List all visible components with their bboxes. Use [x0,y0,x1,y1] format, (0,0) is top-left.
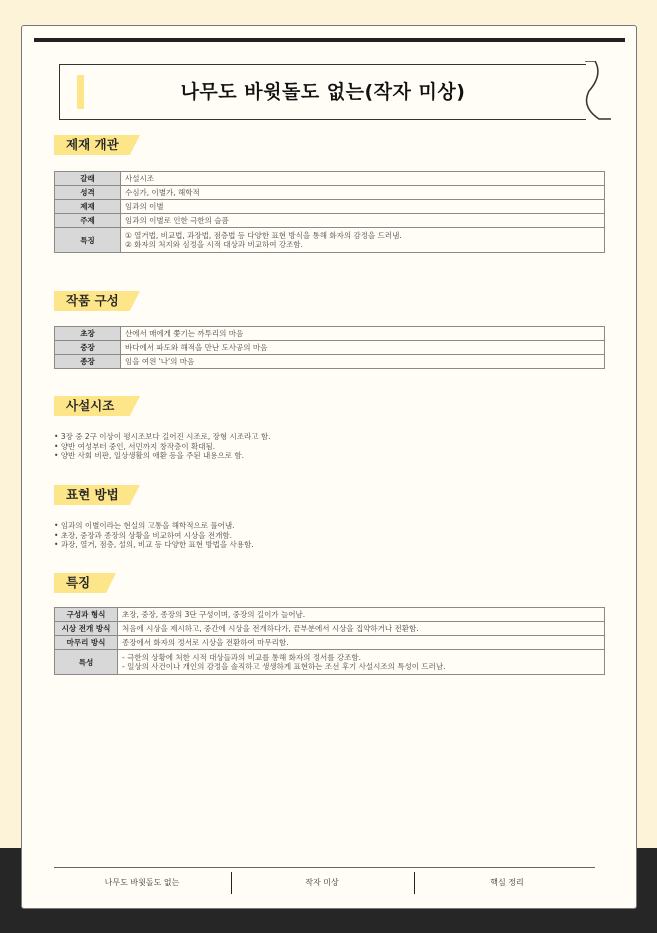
table-row: 시상 전개 방식 처음에 시상을 제시하고, 중간에 시상을 전개하다가, 끝부분에서 시상을 집약하거나 전환함. [55,622,605,636]
features-table [54,607,605,675]
document-page [21,25,637,909]
footer-left-label: 나무도 바윗돌도 없는 [104,878,180,887]
table-row: 종장 임을 여읜 '나'의 마음 [55,355,605,369]
table-row: 초장 산에서 매에게 쫓기는 까투리의 마음 [55,327,605,341]
table-row: 주제 임과의 이별로 인한 극한의 슬픔 [55,214,605,228]
table-row: 마무리 방식 종장에서 화자의 정서로 시상을 전환하여 마무리함. [55,636,605,650]
title-box [59,64,586,120]
page-title: 나무도 바윗돌도 없는(작자 미상) [180,81,466,103]
section-heading-overview: 제재 개관 [54,135,119,155]
list-item: • 3장 중 2구 이상이 평시조보다 길어진 시조로, 장형 시조라고 함. [54,432,270,442]
overview-table [54,171,605,253]
title-curl-decoration [585,61,611,125]
table-row: 구성과 형식 초장, 중장, 종장의 3단 구성이며, 중장의 길이가 늘어남. [55,608,605,622]
footer-separator [414,872,415,894]
table-row: 제재 임과의 이별 [55,200,605,214]
table-row: 갈래 사설시조 [55,172,605,186]
table-row: 성격 수심가, 이별가, 해학적 [55,186,605,200]
table-row: 중장 바다에서 파도와 해적을 만난 도사공의 마음 [55,341,605,355]
section-heading-features: 특징 [54,573,90,593]
list-item: • 양반 여성부터 중인, 서민까지 창작층이 확대됨. [54,442,270,452]
list-item: • 양반 사회 비판, 일상생활의 애환 등을 주된 내용으로 함. [54,451,270,461]
footer-separator [231,872,232,894]
table-row: 특징 ① 열거법, 비교법, 과장법, 점층법 등 다양한 표현 방식을 통해 화자의 감정을 드러냄. ② 화자의 처지와 심정을 시적 대상과 비교하여 강조함. [55,228,605,253]
footer-rule [54,867,595,868]
table-row: 특성 - 극한의 상황에 처한 시적 대상들과의 비교를 통해 화자의 정서를 강조함. - 일상의 사건이나 개인의 감정을 솔직하고 생생하게 표현하는 조선 후기 사설시조의 특성이 드러남. [55,650,605,675]
section-heading-structure: 작품 구성 [54,291,119,311]
list-item: • 초장, 중장과 종장의 상황을 비교하여 시상을 전개함. [54,531,254,541]
footer-right-label: 핵심 정리 [490,878,524,887]
section-heading-sasul: 사설시조 [54,396,114,416]
section-heading-expression: 표현 방법 [54,485,119,505]
list-item: • 과장, 열거, 점층, 설의, 비교 등 다양한 표현 방법을 사용함. [54,540,254,550]
footer-center-label: 작자 미상 [305,878,339,887]
top-rule [34,38,625,42]
expression-bullet-list [54,521,254,550]
structure-table [54,326,605,369]
sasul-bullet-list [54,432,270,461]
list-item: • 임과의 이별이라는 현실의 고통을 해학적으로 풀어냄. [54,521,254,531]
